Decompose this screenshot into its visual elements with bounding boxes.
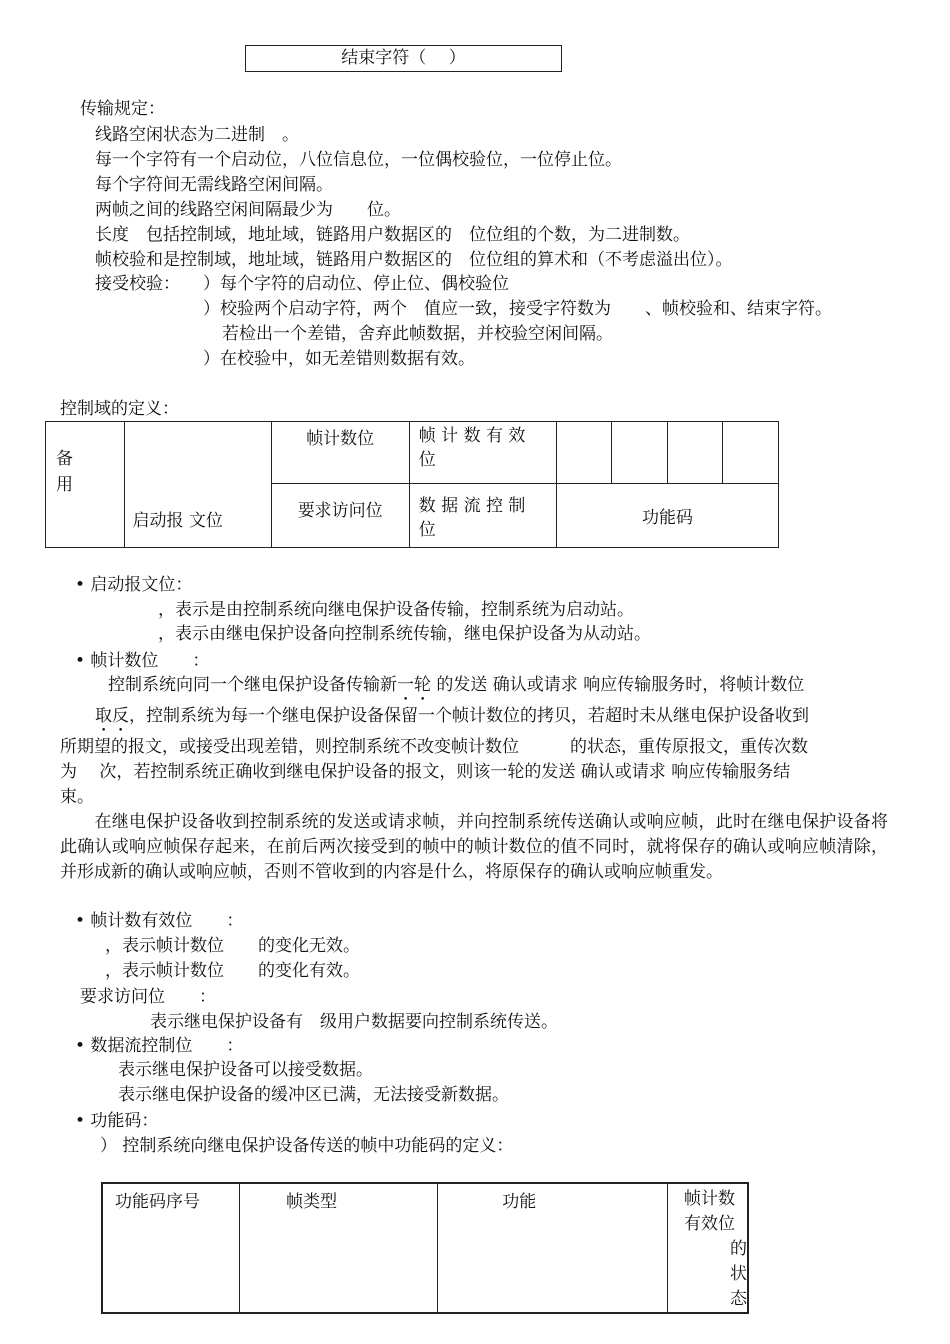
text-span: 控制系统向同一个继电保护设备传输新 <box>108 675 397 695</box>
prm-label: 启动报 文位 <box>132 511 223 531</box>
end-char-box: 结束字符（ ） <box>245 45 562 72</box>
fcb-para-line: 所期望的报文，或接受出现差错，则控制系统不改变帧计数位 的状态，重传原报文，重传次数 <box>60 737 808 757</box>
dfc-line: 表示继电保护设备的缓冲区已满，无法接受新数据。 <box>118 1085 509 1105</box>
acd-section-title: 要求访问位 ： <box>80 987 216 1007</box>
rule-line: 长度 包括控制域，地址域，链路用户数据区的 位位组的个数，为二进制数。 <box>95 225 690 245</box>
accept-label: 接受校验： <box>95 274 180 294</box>
fcb-para-line <box>95 705 809 736</box>
fcv-line: ，表示帧计数位 的变化无效。 <box>105 936 360 956</box>
func-table-header: 帧类型 <box>240 1183 438 1313</box>
fcb-para-line: 为 次，若控制系统正确收到继电保护设备的报文，则该一轮的发送 确认或请求 响应传输服务结 <box>60 762 791 782</box>
rule-line: 线路空闲状态为二进制 。 <box>95 125 299 145</box>
text-span: 的发送 确认或请求 响应传输服务时，将帧计数位 <box>431 675 805 695</box>
reserved-cell: 备 用 <box>46 422 125 548</box>
control-field-table <box>45 421 779 548</box>
func-table-header <box>668 1183 749 1313</box>
dfc-line: 表示继电保护设备可以接受数据。 <box>118 1060 373 1080</box>
rule-line: 帧校验和是控制域，地址域，链路用户数据区的 位位组的算术和（不考虑溢出位）。 <box>95 250 733 270</box>
fcb-para-line: 束。 <box>60 787 94 807</box>
prm-cell <box>124 422 271 548</box>
fcb-para-2: 在继电保护设备收到控制系统的发送或请求帧，并向控制系统传送确认或响应帧，此时在继电保护设备将此确认或响应帧保存起来，在前后两次接受到的帧中的帧计数位的值不同时，就将保存的确认或响应帧清除，并形成新的确认或响应帧，否则不管收到的内容是什么，将原保存的确认或响应帧重发。 <box>60 812 888 882</box>
accept-item: ）校验两个启动字符，两个 值应一致，接受字符数为 、帧校验和、结束字符。 <box>203 299 832 319</box>
text-span: ，控制系统为每一个继电保护设备保留一个帧计数位的拷贝，若超时未从继电保护设备收到 <box>129 706 809 726</box>
prm-line: ，表示由继电保护设备向控制系统传输，继电保护设备为从动站。 <box>158 624 651 644</box>
accept-item: ）在校验中，如无差错则数据有效。 <box>203 349 475 369</box>
func-code-table <box>101 1182 749 1314</box>
func-table-header: 功能码序号 <box>102 1183 240 1313</box>
header-line: 帧计数有效位 <box>684 1189 735 1234</box>
header-line: 的状态 <box>730 1239 747 1309</box>
dfc-section-title: • 数据流控制位 ： <box>75 1036 244 1056</box>
func-code-cell: 功能码 <box>556 484 778 548</box>
control-field-title: 控制域的定义： <box>60 399 179 419</box>
fcb-cell: 帧计数位 <box>271 422 409 484</box>
rule-line: 每一个字符有一个启动位，八位信息位，一位偶校验位，一位停止位。 <box>95 150 622 170</box>
fcb-section-title: • 帧计数位 ： <box>75 651 210 671</box>
prm-line: ，表示是由控制系统向继电保护设备传输，控制系统为启动站。 <box>158 600 634 620</box>
acd-line: 表示继电保护设备有 级用户数据要向控制系统传送。 <box>150 1012 558 1032</box>
fcv-cell: 帧 计 数 有 效 位 <box>409 422 556 484</box>
transmission-title: 传输规定： <box>80 99 165 119</box>
prm-section-title: • 启动报文位： <box>75 575 193 595</box>
rule-line: 每个字符间无需线路空闲间隔。 <box>95 175 333 195</box>
fcv-section-title: • 帧计数有效位 ： <box>75 911 244 931</box>
text-span: 一轮 <box>397 675 431 695</box>
accept-item: ）每个字符的启动位、停止位、偶校验位 <box>203 274 509 294</box>
fcv-line: ，表示帧计数位 的变化有效。 <box>105 961 360 981</box>
func-table-header: 功能 <box>438 1183 668 1313</box>
accept-item: 若检出一个差错，舍弃此帧数据，并校验空闲间隔。 <box>222 324 613 344</box>
func-section-title: • 功能码： <box>75 1111 159 1131</box>
func-line: ） 控制系统向继电保护设备传送的帧中功能码的定义： <box>100 1136 514 1156</box>
dfc-cell: 数 据 流 控 制 位 <box>409 484 556 548</box>
rule-line: 两帧之间的线路空闲间隔最少为 位。 <box>95 200 401 220</box>
acd-cell: 要求访问位 <box>271 484 409 548</box>
text-span: 取反 <box>95 706 129 726</box>
fcb-para-line <box>108 674 804 705</box>
